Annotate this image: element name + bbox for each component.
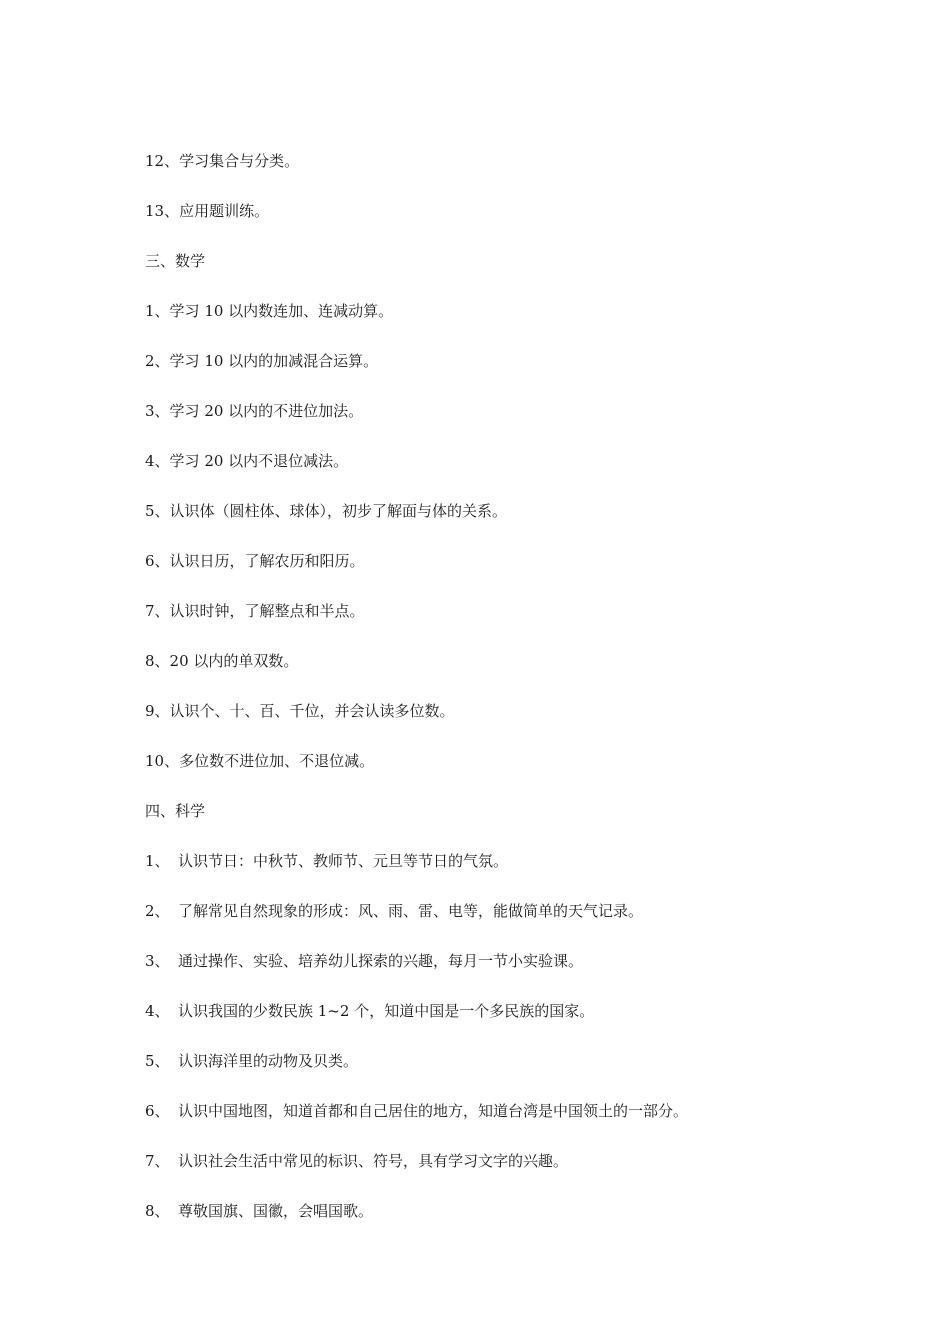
list-item: [145, 998, 845, 1048]
item-number: 1、: [145, 302, 170, 320]
item-text: 学习集合与分类。: [179, 152, 300, 170]
item-number: 13、: [145, 202, 180, 220]
item-number: 2、: [145, 352, 170, 370]
item-number: 3、: [145, 402, 170, 420]
list-item: [145, 898, 845, 948]
item-text: 了解常见自然现象的形成：风、雨、雷、电等，能做简单的天气记录。: [178, 902, 644, 920]
item-number: 2、: [145, 902, 170, 920]
item-number: 5、: [145, 1052, 170, 1070]
item-text: 学习 10 以内的加减混合运算。: [169, 352, 379, 370]
item-number: 7、: [145, 1152, 170, 1170]
list-item: [145, 598, 845, 648]
item-text: 通过操作、实验、培养幼儿探索的兴趣，每月一节小实验课。: [178, 952, 584, 970]
item-number: 7、: [145, 602, 170, 620]
section-title: 科学: [175, 802, 206, 820]
list-item: [145, 198, 845, 248]
item-number: 8、: [145, 1202, 170, 1220]
section-heading: [145, 248, 845, 298]
item-text: 20 以内的单双数。: [169, 652, 299, 670]
list-item: [145, 148, 845, 198]
item-number: 1、: [145, 852, 170, 870]
item-text: 学习 20 以内的不进位加法。: [169, 402, 364, 420]
item-text: 认识日历，了解农历和阳历。: [169, 552, 365, 570]
item-text: 应用题训练。: [179, 202, 270, 220]
item-text: 认识个、十、百、千位，并会认读多位数。: [169, 702, 455, 720]
item-text: 多位数不进位加、不退位减。: [179, 752, 375, 770]
list-item: [145, 1048, 845, 1098]
item-text: 认识节日：中秋节、教师节、元旦等节日的气氛。: [178, 852, 509, 870]
item-number: 3、: [145, 952, 170, 970]
item-number: 10、: [145, 752, 180, 770]
section-title: 数学: [175, 252, 206, 270]
item-number: 12、: [145, 152, 180, 170]
list-item: [145, 698, 845, 748]
section-number: 四、: [145, 802, 176, 820]
section-number: 三、: [145, 252, 176, 270]
section-heading: [145, 798, 845, 848]
item-number: 4、: [145, 452, 170, 470]
list-item: [145, 748, 845, 798]
item-number: 6、: [145, 1102, 170, 1120]
item-number: 6、: [145, 552, 170, 570]
item-text: 尊敬国旗、国徽，会唱国歌。: [178, 1202, 374, 1220]
item-text: 认识我国的少数民族 1~2 个，知道中国是一个多民族的国家。: [178, 1002, 595, 1020]
item-text: 认识海洋里的动物及贝类。: [178, 1052, 359, 1070]
item-text: 认识社会生活中常见的标识、符号，具有学习文字的兴趣。: [178, 1152, 569, 1170]
list-item: [145, 1098, 845, 1148]
document-body: [145, 148, 845, 1248]
list-item: [145, 498, 845, 548]
list-item: [145, 1198, 845, 1248]
list-item: [145, 548, 845, 598]
item-text: 认识时钟，了解整点和半点。: [169, 602, 365, 620]
list-item: [145, 648, 845, 698]
list-item: [145, 348, 845, 398]
item-text: 学习 20 以内不退位减法。: [169, 452, 349, 470]
list-item: [145, 1148, 845, 1198]
list-item: [145, 448, 845, 498]
list-item: [145, 398, 845, 448]
list-item: [145, 948, 845, 998]
item-text: 认识体（圆柱体、球体），初步了解面与体的关系。: [169, 502, 508, 520]
item-text: 学习 10 以内数连加、连减动算。: [169, 302, 394, 320]
item-text: 认识中国地图，知道首都和自己居住的地方，知道台湾是中国领土的一部分。: [178, 1102, 689, 1120]
item-number: 5、: [145, 502, 170, 520]
item-number: 9、: [145, 702, 170, 720]
item-number: 8、: [145, 652, 170, 670]
list-item: [145, 848, 845, 898]
list-item: [145, 298, 845, 348]
item-number: 4、: [145, 1002, 170, 1020]
